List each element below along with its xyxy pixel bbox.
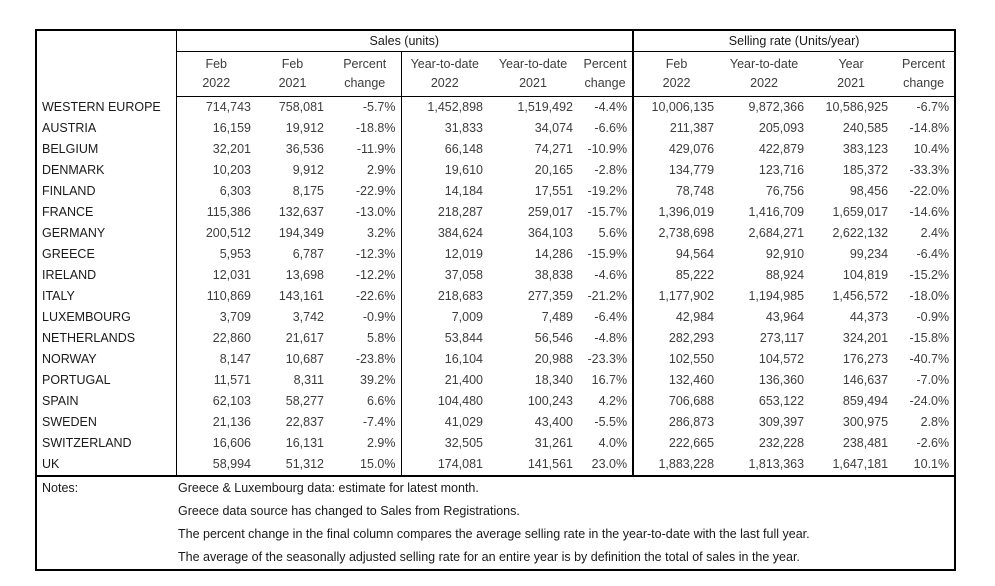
value-cell: -15.9% (578, 244, 633, 265)
value-cell: 14,184 (444, 184, 483, 198)
value-cell: 110,869 (206, 289, 251, 303)
sales-percent-change-header (329, 52, 401, 97)
sales-ytd-2021-header (488, 52, 578, 97)
value-cell: 194,349 (278, 226, 324, 240)
value-cell: 21,136 (212, 415, 251, 429)
value-cell: 218,683 (437, 289, 483, 303)
value-cell: 1,416,709 (748, 205, 805, 219)
header-line: 2022 (202, 76, 231, 90)
value-cell: 16.7% (578, 370, 633, 391)
value-cell: -14.8% (909, 121, 950, 135)
value-cell: 132,460 (668, 373, 715, 387)
value-cell: 10,203 (212, 163, 251, 177)
value-cell: -11.9% (329, 139, 401, 160)
table-row (36, 160, 955, 181)
rate-feb-2022-header (633, 52, 719, 97)
value-cell: 78,748 (675, 184, 715, 198)
value-cell: 17,551 (534, 184, 573, 198)
value-cell: -13.0% (329, 202, 401, 223)
value-cell: 9,912 (292, 163, 324, 177)
country-label: FINLAND (36, 181, 176, 202)
table-row (36, 181, 955, 202)
value-cell: 143,161 (278, 289, 324, 303)
value-cell: 8,175 (292, 184, 324, 198)
value-cell: 1,177,902 (658, 289, 715, 303)
country-label: WESTERN EUROPE (36, 97, 176, 119)
value-cell: -15.2% (909, 268, 950, 282)
value-cell: 31,261 (534, 436, 573, 450)
value-cell: 23.0% (578, 454, 633, 476)
value-cell: 36,536 (285, 142, 324, 156)
sales-ytd-percent-change-header (578, 52, 633, 97)
value-cell: -33.3% (909, 163, 950, 177)
value-cell: 22,837 (285, 415, 324, 429)
header-line: change (584, 76, 626, 90)
header-line: 2022 (430, 76, 459, 90)
note-line: Greece data source has changed to Sales from Registrations. (178, 504, 520, 518)
value-cell: -12.3% (329, 244, 401, 265)
value-cell: -15.8% (909, 331, 950, 345)
value-cell: -2.8% (578, 160, 633, 181)
value-cell: 76,756 (765, 184, 805, 198)
sales-feb-2022-header (176, 52, 256, 97)
value-cell: 1,519,492 (517, 100, 573, 114)
value-cell: -21.2% (578, 286, 633, 307)
value-cell: 1,883,228 (633, 454, 719, 476)
table-row (36, 139, 955, 160)
value-cell: -23.3% (578, 349, 633, 370)
value-cell: -4.6% (578, 265, 633, 286)
rate-year-2021-header (809, 52, 893, 97)
value-cell: 3,742 (292, 310, 324, 324)
country-label: FRANCE (36, 202, 176, 223)
notes-text (176, 476, 955, 570)
value-cell: 6,303 (219, 184, 251, 198)
value-cell: 240,585 (842, 121, 889, 135)
value-cell: 32,505 (444, 436, 483, 450)
value-cell: 99,234 (849, 247, 889, 261)
value-cell: 85,222 (675, 268, 715, 282)
header-line: 2022 (662, 76, 691, 90)
note-line: Greece & Luxembourg data: estimate for latest month. (178, 481, 479, 495)
vehicle-sales-table (35, 29, 956, 571)
value-cell: 10.1% (893, 454, 955, 476)
value-cell: 2.8% (920, 415, 950, 429)
value-cell: 185,372 (842, 163, 889, 177)
value-cell: 282,293 (668, 331, 715, 345)
value-cell: -7.0% (916, 373, 950, 387)
value-cell: 146,637 (842, 373, 889, 387)
value-cell: 3,709 (219, 310, 251, 324)
value-cell: 58,994 (176, 454, 256, 476)
value-cell: 7,009 (451, 310, 483, 324)
value-cell: 384,624 (437, 226, 483, 240)
value-cell: 5,953 (219, 247, 251, 261)
table-row (36, 244, 955, 265)
corner-cell (36, 30, 176, 97)
value-cell: 300,975 (842, 415, 889, 429)
value-cell: 222,665 (668, 436, 715, 450)
value-cell: 21,400 (444, 373, 483, 387)
value-cell: 104,572 (758, 352, 805, 366)
value-cell: 12,031 (212, 268, 251, 282)
table-row (36, 118, 955, 139)
value-cell: 277,359 (527, 289, 573, 303)
value-cell: 62,103 (212, 394, 251, 408)
value-cell: 2,738,698 (658, 226, 715, 240)
value-cell: 10,006,135 (651, 100, 715, 114)
value-cell: 56,546 (534, 331, 573, 345)
value-cell: 9,872,366 (748, 100, 805, 114)
value-cell: -12.2% (329, 265, 401, 286)
value-cell: 5.6% (578, 223, 633, 244)
note-line: The percent change in the final column compares the average selling rate in the year-to-date with the last full year. (178, 527, 810, 541)
value-cell: 11,571 (213, 373, 251, 387)
value-cell: 10,586,925 (825, 100, 889, 114)
country-label: IRELAND (36, 265, 176, 286)
value-cell: 132,637 (278, 205, 324, 219)
value-cell: -23.8% (329, 349, 401, 370)
value-cell: 174,081 (401, 454, 488, 476)
value-cell: -6.4% (578, 307, 633, 328)
selling-rate-header: Selling rate (Units/year) (633, 30, 955, 52)
header-line: Feb (281, 57, 304, 71)
value-cell: -19.2% (578, 181, 633, 202)
value-cell: 259,017 (527, 205, 573, 219)
table-row (36, 328, 955, 349)
value-cell: -2.6% (916, 436, 950, 450)
value-cell: -7.4% (329, 412, 401, 433)
value-cell: 15.0% (329, 454, 401, 476)
country-label: ITALY (36, 286, 176, 307)
country-label: GERMANY (36, 223, 176, 244)
value-cell: 94,564 (675, 247, 715, 261)
value-cell: 34,074 (534, 121, 573, 135)
value-cell: 6,787 (292, 247, 324, 261)
value-cell: 92,910 (765, 247, 805, 261)
value-cell: 200,512 (205, 226, 251, 240)
value-cell: 714,743 (205, 100, 251, 114)
value-cell: 1,659,017 (832, 205, 889, 219)
sales-feb-2021-header (256, 52, 329, 97)
country-label: UK (36, 454, 176, 476)
table-row (36, 349, 955, 370)
rate-ytd-2022-header (719, 52, 809, 97)
country-label: SPAIN (36, 391, 176, 412)
value-cell: 4.2% (578, 391, 633, 412)
value-cell: -5.5% (578, 412, 633, 433)
header-line: 2021 (519, 76, 547, 90)
country-label: LUXEMBOURG (36, 307, 176, 328)
value-cell: 22,860 (212, 331, 251, 345)
value-cell: -22.9% (329, 181, 401, 202)
table-row (36, 97, 955, 119)
value-cell: -14.6% (909, 205, 950, 219)
value-cell: 74,271 (534, 142, 573, 156)
value-cell: 429,076 (668, 142, 715, 156)
value-cell: 104,480 (437, 394, 483, 408)
value-cell: 176,273 (842, 352, 889, 366)
value-cell: -6.4% (916, 247, 950, 261)
value-cell: 141,561 (488, 454, 578, 476)
value-cell: 8,147 (219, 352, 251, 366)
value-cell: -24.0% (909, 394, 950, 408)
value-cell: -18.8% (329, 118, 401, 139)
table-row (36, 391, 955, 412)
header-line: Percent (902, 57, 946, 71)
table-row (36, 433, 955, 454)
value-cell: 66,148 (444, 142, 483, 156)
value-cell: 1,396,019 (658, 205, 715, 219)
table-row (36, 454, 955, 476)
value-cell: 309,397 (758, 415, 805, 429)
value-cell: 20,988 (534, 352, 573, 366)
header-line: Year-to-date (729, 57, 799, 71)
value-cell: 2.9% (329, 160, 401, 181)
value-cell: 10.4% (913, 142, 950, 156)
value-cell: 18,340 (534, 373, 573, 387)
value-cell: 16,159 (212, 121, 251, 135)
value-cell: -0.9% (916, 310, 950, 324)
country-label: BELGIUM (36, 139, 176, 160)
country-label: NORWAY (36, 349, 176, 370)
country-label: NETHERLANDS (36, 328, 176, 349)
value-cell: -0.9% (329, 307, 401, 328)
value-cell: 758,081 (278, 100, 324, 114)
value-cell: 20,165 (534, 163, 573, 177)
value-cell: -40.7% (909, 352, 950, 366)
value-cell: 39.2% (329, 370, 401, 391)
value-cell: 136,360 (758, 373, 805, 387)
value-cell: 88,924 (765, 268, 805, 282)
country-label: SWEDEN (36, 412, 176, 433)
table-row (36, 412, 955, 433)
value-cell: 32,201 (212, 142, 251, 156)
header-line: 2022 (750, 76, 778, 90)
value-cell: 53,844 (444, 331, 483, 345)
value-cell: 1,452,898 (427, 100, 483, 114)
value-cell: -15.7% (578, 202, 633, 223)
value-cell: 1,647,181 (809, 454, 893, 476)
value-cell: 706,688 (668, 394, 715, 408)
header-line: Feb (665, 57, 688, 71)
value-cell: 100,243 (527, 394, 573, 408)
value-cell: 238,481 (842, 436, 889, 450)
country-label: DENMARK (36, 160, 176, 181)
header-line: change (903, 76, 945, 90)
value-cell: 123,716 (758, 163, 805, 177)
notes-label: Notes: (42, 481, 79, 495)
value-cell: 51,312 (256, 454, 329, 476)
header-line: Year-to-date (410, 57, 479, 71)
value-cell: 42,984 (675, 310, 715, 324)
value-cell: 98,456 (849, 184, 889, 198)
value-cell: 115,386 (206, 205, 251, 219)
value-cell: -10.9% (578, 139, 633, 160)
header-line: 2021 (278, 76, 307, 90)
value-cell: 859,494 (842, 394, 889, 408)
value-cell: 19,912 (285, 121, 324, 135)
header-line: Feb (205, 57, 228, 71)
value-cell: 102,550 (668, 352, 715, 366)
table-row (36, 265, 955, 286)
value-cell: 104,819 (842, 268, 889, 282)
section-header-row (36, 30, 955, 52)
notes-row (36, 476, 955, 570)
value-cell: -22.6% (329, 286, 401, 307)
value-cell: 43,964 (765, 310, 805, 324)
value-cell: 1,813,363 (719, 454, 809, 476)
table-row (36, 307, 955, 328)
value-cell: 422,879 (758, 142, 805, 156)
value-cell: 2.9% (329, 433, 401, 454)
value-cell: -18.0% (909, 289, 950, 303)
value-cell: 4.0% (578, 433, 633, 454)
value-cell: 3.2% (329, 223, 401, 244)
value-cell: 286,873 (668, 415, 715, 429)
value-cell: 232,228 (758, 436, 805, 450)
country-label: AUSTRIA (36, 118, 176, 139)
value-cell: 2.4% (920, 226, 950, 240)
value-cell: 16,606 (212, 436, 251, 450)
value-cell: 37,058 (444, 268, 483, 282)
value-cell: 31,833 (444, 121, 483, 135)
header-line: Percent (343, 57, 387, 71)
country-label: GREECE (36, 244, 176, 265)
value-cell: 1,456,572 (832, 289, 889, 303)
value-cell: 16,104 (444, 352, 483, 366)
value-cell: -22.0% (909, 184, 950, 198)
value-cell: 13,698 (285, 268, 324, 282)
header-line: Percent (583, 57, 627, 71)
value-cell: -5.7% (329, 97, 401, 119)
table-row (36, 286, 955, 307)
sales-units-header: Sales (units) (176, 30, 633, 52)
value-cell: 58,277 (285, 394, 324, 408)
header-line: change (344, 76, 386, 90)
value-cell: 12,019 (444, 247, 483, 261)
rate-percent-change-header (893, 52, 955, 97)
value-cell: 324,201 (842, 331, 889, 345)
table-row (36, 370, 955, 391)
value-cell: -6.7% (916, 100, 950, 114)
table-row (36, 202, 955, 223)
value-cell: 6.6% (329, 391, 401, 412)
value-cell: 38,838 (534, 268, 573, 282)
header-line: 2021 (837, 76, 865, 90)
value-cell: 218,287 (437, 205, 483, 219)
value-cell: 364,103 (527, 226, 573, 240)
value-cell: 43,400 (534, 415, 573, 429)
value-cell: 19,610 (444, 163, 483, 177)
value-cell: 134,779 (668, 163, 715, 177)
value-cell: 5.8% (329, 328, 401, 349)
value-cell: -4.4% (578, 97, 633, 119)
value-cell: 211,387 (669, 121, 715, 135)
value-cell: -4.8% (578, 328, 633, 349)
value-cell: 7,489 (541, 310, 573, 324)
value-cell: 44,373 (849, 310, 889, 324)
value-cell: 14,286 (534, 247, 573, 261)
value-cell: 2,684,271 (748, 226, 805, 240)
header-line: Year-to-date (498, 57, 568, 71)
value-cell: 16,131 (285, 436, 324, 450)
value-cell: 21,617 (285, 331, 324, 345)
value-cell: -6.6% (578, 118, 633, 139)
country-label: PORTUGAL (36, 370, 176, 391)
header-line: Year (838, 57, 864, 71)
value-cell: 2,622,132 (832, 226, 889, 240)
value-cell: 1,194,985 (748, 289, 805, 303)
value-cell: 10,687 (285, 352, 324, 366)
country-label: SWITZERLAND (36, 433, 176, 454)
value-cell: 653,122 (758, 394, 805, 408)
value-cell: 8,311 (293, 373, 324, 387)
sales-ytd-2022-header (401, 52, 488, 97)
note-line: The average of the seasonally adjusted selling rate for an entire year is by definition the total of sales in the year. (178, 550, 800, 564)
value-cell: 41,029 (444, 415, 483, 429)
value-cell: 383,123 (842, 142, 889, 156)
value-cell: 205,093 (758, 121, 805, 135)
table-row (36, 223, 955, 244)
value-cell: 273,117 (759, 331, 805, 345)
